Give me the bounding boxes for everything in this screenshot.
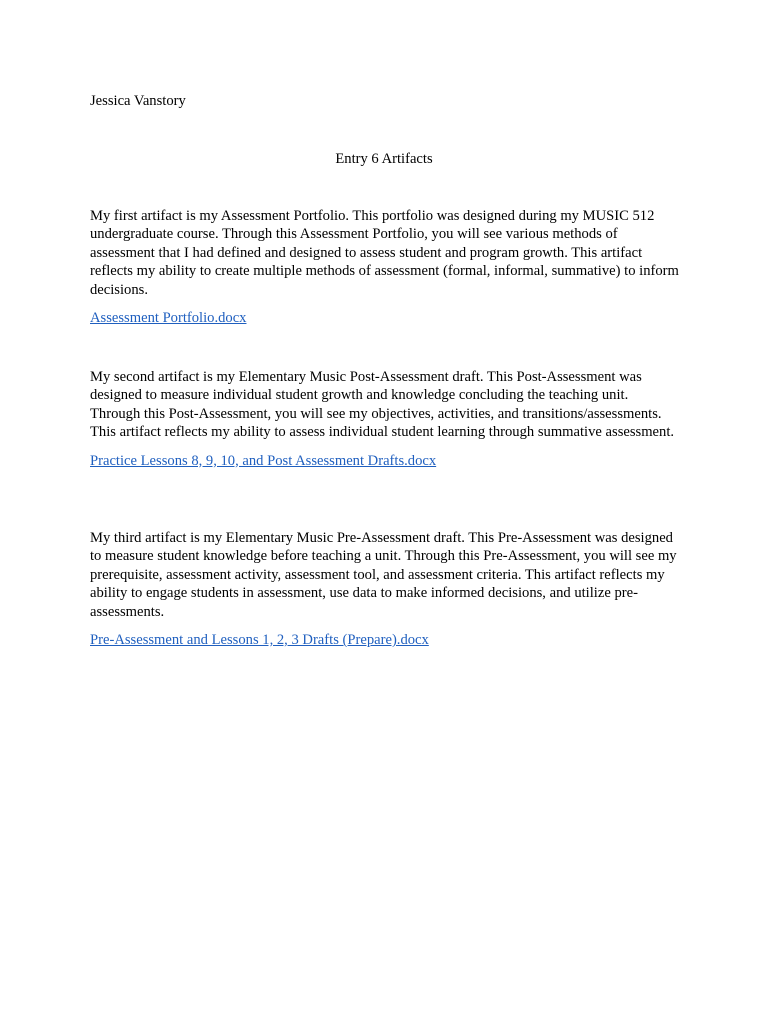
- document-title: Entry 6 Artifacts: [335, 151, 433, 167]
- artifact-entry-2: [90, 368, 680, 470]
- artifact-entry-1: [90, 207, 680, 327]
- author-name: Jessica Vanstory: [90, 93, 186, 109]
- artifact-paragraph-3: My third artifact is my Elementary Music Pre-Assessment draft. This Pre-Assessment was designed to measure student knowledge before teaching a unit. Through this Pre-Assessment, you will see my prerequisite, assessment activity, assessment tool, and assessment criteria. This artifact reflects my ability to engage students in assessment, use data to make informed decisions, and utilize pre-assessments.: [90, 530, 677, 620]
- artifact-link-3[interactable]: Pre-Assessment and Lessons 1, 2, 3 Drafts (Prepare).docx: [90, 632, 429, 649]
- artifact-link-1[interactable]: Assessment Portfolio.docx: [90, 310, 247, 327]
- artifact-entry-3: [90, 529, 680, 649]
- artifact-link-2[interactable]: Practice Lessons 8, 9, 10, and Post Assessment Drafts.docx: [90, 452, 437, 469]
- artifact-paragraph-1: My first artifact is my Assessment Portfolio. This portfolio was designed during my MUSIC 512 undergraduate course. Through this Assessment Portfolio, you will see various methods of assessment that I had defined and designed to assess student and program growth. This artifact reflects my ability to create multiple methods of assessment (formal, informal, summative) to inform decisions.: [90, 208, 679, 298]
- artifact-paragraph-2: My second artifact is my Elementary Music Post-Assessment draft. This Post-Assessment was designed to measure individual student growth and knowledge concluding the teaching unit. Through this Post-Assessment, you will see my objectives, activities, and transitions/assessments. This artifact reflects my ability to assess individual student learning through summative assessment.: [90, 369, 675, 441]
